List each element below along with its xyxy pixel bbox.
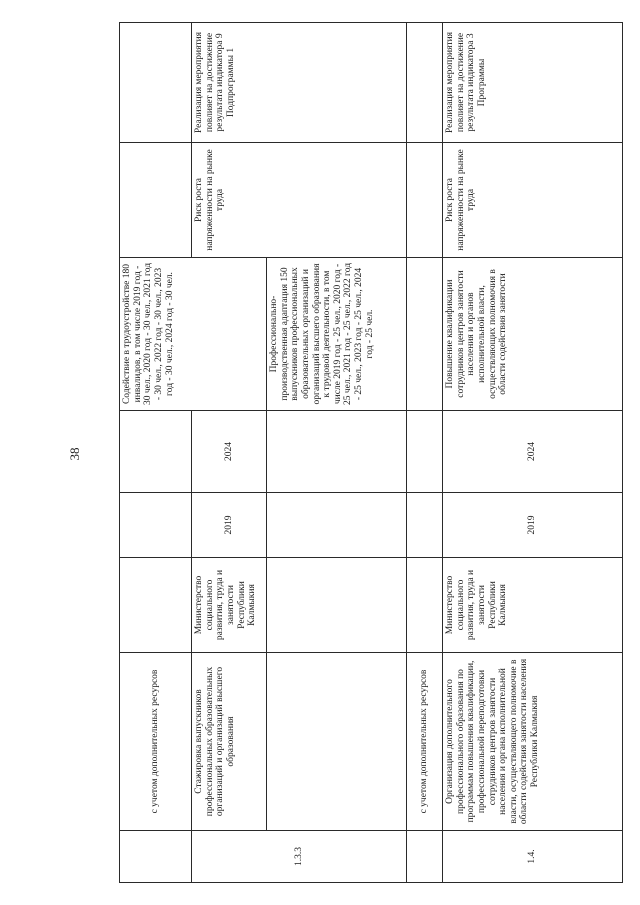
cell-risk <box>120 143 192 258</box>
cell-end <box>267 411 407 493</box>
table-row <box>443 23 623 883</box>
cell-end: 2024 <box>192 411 267 493</box>
page-number: 38 <box>67 447 82 461</box>
cell-num <box>120 831 192 883</box>
cell-end <box>120 411 192 493</box>
cell-executor: Министерство социального развития, труда и занятости Республики Калмыкия <box>192 558 267 653</box>
cell-result: Профессионально-производственная адаптация 150 выпускников профессиональных образовательных организаций и организаций высшего образования к трудовой деятельности, в том числе 2019 год - 25 чел., 2020 год - 25 чел., 2021 год - 25 чел., 2022 год - 25 чел., 2023 год - 25 чел., 2024 год - 25 чел. <box>267 258 407 411</box>
table-row <box>407 23 443 883</box>
cell-executor: Министерство социального развития, труда и занятости Республики Калмыкия <box>443 558 623 653</box>
cell-start <box>267 493 407 558</box>
cell-start: 2019 <box>443 493 623 558</box>
cell-executor <box>407 558 443 653</box>
cell-link: Реализация мероприятия повлияет на достижение результата индикатора 9 Подпрограммы 1 <box>192 23 407 143</box>
cell-result: Повышение квалификации сотрудников центров занятости населения и органов исполнительной власти, осуществляющих полномочия в области содействия занятости <box>443 258 623 411</box>
cell-name: Организация дополнительного профессионального образования по программам повышения квалификации, профессиональной переподготовки сотрудников центров занятости населения и органа исполнительной власти, осуществляющего полномочие в области содействия занятости населения Республики Калмыкия <box>443 653 623 831</box>
cell-executor <box>120 558 192 653</box>
cell-executor <box>267 558 407 653</box>
cell-risk: Риск роста напряженности на рынке труда <box>443 143 623 258</box>
cell-num: 1.3.3 <box>192 831 407 883</box>
cell-link <box>407 23 443 143</box>
table-wrapper <box>119 23 622 883</box>
cell-risk: Риск роста напряженности на рынке труда <box>192 143 407 258</box>
cell-name <box>267 653 407 831</box>
cell-num <box>407 831 443 883</box>
cell-name: Стажировка выпускников профессиональных образовательных организаций и организаций высшего образования <box>192 653 267 831</box>
rotated-table-container <box>119 23 622 883</box>
cell-risk <box>407 143 443 258</box>
cell-link: Реализация мероприятия повлияет на достижение результата индикатора 3 Программы <box>443 23 623 143</box>
cell-start <box>120 493 192 558</box>
cell-result <box>407 258 443 411</box>
cell-num: 1.4. <box>443 831 623 883</box>
cell-name: с учетом дополнительных ресурсов <box>407 653 443 831</box>
cell-start: 2019 <box>192 493 267 558</box>
cell-name: с учетом дополнительных ресурсов <box>120 653 192 831</box>
cell-link <box>120 23 192 143</box>
cell-start <box>407 493 443 558</box>
table-row <box>192 23 267 883</box>
table-row <box>120 23 192 883</box>
program-activities-table <box>119 22 623 883</box>
cell-result: Содействие в трудоустройстве 180 инвалидов, в том числе 2019 год - 30 чел., 2020 год - 30 чел., 2021 год - 30 чел., 2022 год - 30 чел., 2023 год - 30 чел., 2024 год - 30 чел. <box>120 258 267 411</box>
cell-end <box>407 411 443 493</box>
cell-end: 2024 <box>443 411 623 493</box>
